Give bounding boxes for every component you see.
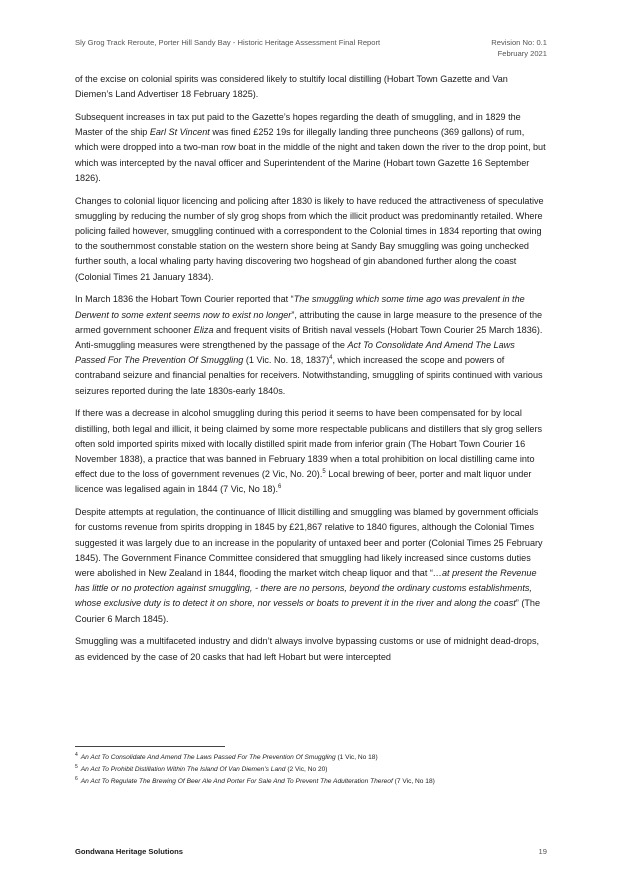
body-text — [75, 72, 547, 672]
revision-date: February 2021 — [497, 49, 547, 58]
footnotes — [75, 752, 547, 788]
report-title: Sly Grog Track Reroute, Porter Hill Sandy Bay - Historic Heritage Assessment Final Report — [75, 38, 381, 47]
paragraph-7: Smuggling was a multifaceted industry and didn’t always involve bypassing customs or use of midnight dead-drops, as evidenced by the case of 20 casks that had left Hobart but were intercepted — [75, 636, 540, 662]
revision-number: Revision No: 0.1 — [491, 38, 547, 47]
paragraph-1: of the excise on colonial spirits was considered likely to stultify local distilling (Hobart Town Gazette and Van Diemen’s Land Advertiser 18 February 1825). — [75, 74, 508, 100]
organisation-name: Gondwana Heritage Solutions — [75, 847, 184, 856]
footnote-6: $^6$ An Act To Regulate The Brewing Of Beer Ale And Porter For Sale And To Prevent The Adulteration Thereof (7 Vic, No 18) — [75, 775, 435, 785]
act-title: Act To Consolidate And Amend The Laws Passed For The Prevention Of Smuggling — [75, 340, 515, 366]
footnote-ref-4[interactable]: 4 — [329, 355, 333, 362]
paragraph-2: Subsequent increases in tax put paid to the Gazette’s hopes regarding the death of smuggling, and in 1829 the Master of the ship Earl St Vincent was fined £252 19s for illegally landing three puncheons (369 gallons) of rum, which were dropped into a two-man row boat in the middle of the night and taken down the river to the drop point, but which was intercepted by the naval officer and Superintendent of the Marine (Hobart town Gazette 16 September 1826). — [75, 112, 546, 183]
footnote-ref-5[interactable]: 5 — [322, 469, 326, 476]
paragraph-4: In March 1836 the Hobart Town Courier reported that “The smuggling which some time ago was prevalent in the Derwent to some extent seems now to exist no longer”, attributing the cause in large measure to the presence of the armed government schooner Eliza and frequent visits of British naval vessels (Hobart Town Courier 25 March 1836). Anti-smuggling measures were strengthened by the passage of the Act To Consolidate And Amend The Laws Passed For The Prevention Of Smuggling (1 Vic. No. 18, 1837)$^4$, which increased the scope and powers of contraband seizure and financial penalties for receivers. Notwithstanding, smuggling of spirits continued with various seizures reported during the late 1830s-early 1840s. — [75, 294, 543, 396]
revision-block — [491, 37, 547, 59]
ship-name: Earl St Vincent — [149, 127, 210, 138]
paragraph-5: If there was a decrease in alcohol smuggling during this period it seems to have been compensated for by local distilling, both legal and illicit, it being claimed by some more respectable publicans and distillers that sly grog sellers often sold imported spirits mixed with locally distilled spirit made from inferior grain (The Hobart Town Courier 16 November 1838), a practice that was banned in February 1839 when a total prohibition on local distilling came into effect due to the loss of government revenues (2 Vic, No. 20).$^5$ Local brewing of beer, porter and malt liquor under licence was legalised again in 1844 (7 Vic, No 18).$^6$ — [75, 408, 543, 495]
page-number: 19 — [538, 847, 547, 856]
footnote-4: $^4$ An Act To Consolidate And Amend The Laws Passed For The Prevention Of Smuggling (1 Vic, No 18) — [75, 751, 378, 761]
paragraph-6: Despite attempts at regulation, the continuance of Illicit distilling and smuggling was blamed by government officials for customs revenue from spirits dropping in 1845 by £21,867 relative to 1840 figures, although the Colonial Times suggested it was largely due to an increase in the popularity of untaxed beer and porter (Colonial Times 25 February 1845). The Government Finance Committee considered that smuggling had likely increased since customs duties were abolished in New Zealand in 1844, flooding the market witch cheap liquor and that “…at present the Revenue has little or no protection against smuggling, - there are no persons, beyond the ordinary customs establishments, whose exclusive duty is to detect it on shore, nor vessels or boats to prevent it in the river and along the coast” (The Courier 6 March 1845). — [75, 507, 543, 624]
footnote-5: $^5$ An Act To Prohibit Distillation Within The Island Of Van Diemen’s Land (2 Vic, No 20) — [75, 763, 328, 773]
finance-committee-quote: …at present the Revenue has little or no protection against smuggling, - there are no persons, beyond the ordinary customs establishments, whose exclusive duty is to detect it on shore, nor vessels or boats to prevent it in the river and along the coast — [75, 568, 537, 609]
footnote-ref-6[interactable]: 6 — [278, 484, 282, 491]
paragraph-3: Changes to colonial liquor licencing and policing after 1830 is likely to have reduced the attractiveness of speculative smuggling by reducing the number of sly grog shops from which the illicit product was predominantly retailed. Where policing failed however, smuggling continued with a correspondent to the Colonial times in 1834 reporting that owing to the southernmost constable station on the western shore being at Sandy Bay smuggling was going unchecked further south, a local whaling party having discovering two hogshead of gin abandoned further along the coast (Colonial Times 21 January 1834). — [75, 195, 544, 282]
courier-quote: The smuggling which some time ago was prevalent in the Derwent to some extent seems now to exist no longer — [75, 294, 525, 320]
schooner-name: Eliza — [193, 324, 214, 335]
footnote-divider — [75, 746, 225, 747]
